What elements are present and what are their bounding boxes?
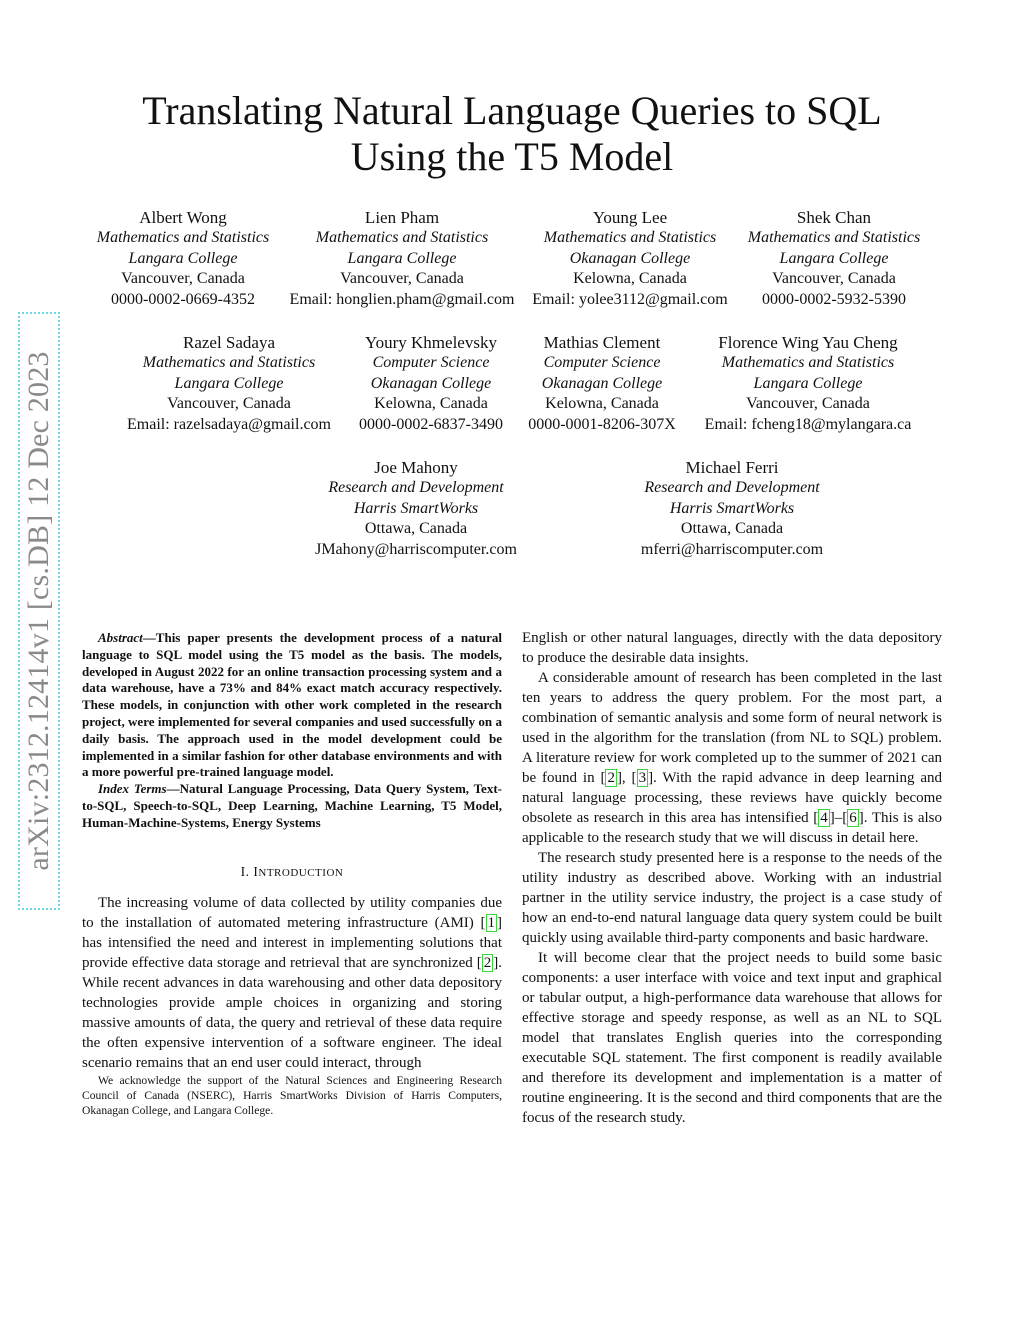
author-block: [641, 457, 823, 560]
author-department: Research and Development: [328, 479, 504, 496]
section-title-rest: NTRODUCTION: [258, 866, 344, 879]
intro-paragraph-1: The increasing volume of data collected by utility companies due to the installation of automated metering infrastructure (AMI) [ 1 ] has intensified the need and interest in implementing solutions that provide effective data storage and retrieval that are synchronized [ 2 ]. While recent advances in data warehousing and other data depository technologies provide ample choices in organizing and storing massive amounts of data, the query and retrieval of these data require the often expensive intervention of a software engineer. The ideal scenario remains that an end user could interact, through: [82, 894, 502, 1071]
index-terms-text: —Natural Language Processing, Data Query System, Text-to-SQL, Speech-to-SQL, Deep Learning, Machine Learning, T5 Model, Human-Machine-Systems, Energy Systems: [82, 781, 502, 830]
author-location: Kelowna, Canada: [545, 395, 659, 412]
author-department: Mathematics and Statistics: [721, 354, 895, 371]
author-contact: JMahony@harriscomputer.com: [315, 540, 517, 558]
author-location: Ottawa, Canada: [364, 520, 468, 537]
author-contact: Email: honglien.pham@gmail.com: [289, 290, 515, 308]
intro-paragraph-1-continued: English or other natural languages, directly with the data depository to produce the desirable data insights.: [522, 630, 942, 666]
author-organization: Langara College: [753, 374, 863, 392]
author-name: Young Lee: [592, 208, 668, 227]
author-contact: Email: yolee3112@gmail.com: [532, 290, 728, 308]
section-initial: I: [253, 863, 259, 879]
author-contact: Email: fcheng18@mylangara.ca: [704, 415, 912, 433]
author-block: [532, 207, 727, 310]
author-location: Ottawa, Canada: [680, 520, 784, 537]
author-block: [97, 207, 269, 310]
left-column: [82, 630, 502, 1118]
author-contact: mferri@harriscomputer.com: [640, 540, 824, 558]
abstract-text: —This paper presents the development process of a natural language to SQL model using the T5 model as the basis. The models, developed in August 2022 for an online transaction processing system and a data warehouse, have a 73% and 84% exact match accuracy respectively. These models, in conjunction with other work completed in the research project, were implemented for several companies and used successfully on a daily basis. The approach used in the model development could be implemented in a similar fashion for other database environments and with a more powerful pre-trained language model.: [82, 630, 502, 780]
author-block: [748, 207, 920, 310]
author-location: Vancouver, Canada: [167, 395, 291, 412]
author-contact: Email: razelsadaya@gmail.com: [127, 415, 331, 433]
author-organization: Okanagan College: [569, 249, 691, 267]
author-contact: 0000-0002-6837-3490: [359, 415, 503, 433]
citation-link[interactable]: 3: [638, 770, 647, 786]
title-line-2: Using the T5 Model: [350, 134, 674, 179]
author-location: Vancouver, Canada: [121, 270, 245, 287]
author-organization: Harris SmartWorks: [353, 499, 479, 517]
author-department: Mathematics and Statistics: [747, 229, 921, 246]
author-contact: 0000-0002-5932-5390: [762, 290, 906, 308]
arxiv-identifier-stamp: [18, 312, 60, 910]
author-organization: Langara College: [779, 249, 889, 267]
author-location: Vancouver, Canada: [772, 270, 896, 287]
author-name: Shek Chan: [796, 208, 872, 227]
title-line-1: Translating Natural Language Queries to SQL: [142, 88, 882, 133]
author-block: [290, 207, 515, 310]
index-terms: [82, 781, 502, 831]
author-department: Computer Science: [543, 354, 661, 371]
intro-paragraph-4: It will become clear that the project needs to build some basic components: a user interface with voice and text input and graphical or tabular output, a high-performance data warehouse that allows for effective storage and speedy response, as well as an NL to SQL model that translates English queries into the corresponding executable SQL statement. The first component is readily available and therefore its development and implementation is a matter of routine engineering. It is the second and third components that are the focus of the research study.: [522, 950, 942, 1126]
author-organization: Langara College: [174, 374, 284, 392]
author-department: Computer Science: [372, 354, 490, 371]
author-name: Razel Sadaya: [182, 333, 276, 352]
author-name: Albert Wong: [139, 208, 227, 227]
author-organization: Okanagan College: [541, 374, 663, 392]
section-heading-introduction: [82, 862, 502, 883]
author-location: Kelowna, Canada: [573, 270, 687, 287]
author-block: [705, 332, 912, 435]
author-contact: 0000-0002-0669-4352: [111, 290, 255, 308]
citation-link[interactable]: 4: [820, 810, 828, 826]
right-column: [522, 628, 942, 1128]
author-organization: Langara College: [347, 249, 457, 267]
author-name: Youry Khmelevsky: [365, 333, 497, 352]
author-name: Michael Ferri: [685, 458, 779, 477]
abstract-label: Abstract: [98, 630, 143, 645]
author-block: [127, 332, 331, 435]
author-location: Kelowna, Canada: [374, 395, 488, 412]
author-name: Joe Mahony: [374, 458, 458, 477]
author-name: Mathias Clement: [543, 333, 661, 352]
author-name: Lien Pham: [364, 208, 440, 227]
citation-link[interactable]: 6: [849, 810, 857, 826]
author-department: Mathematics and Statistics: [315, 229, 489, 246]
abstract: [82, 630, 502, 781]
author-block: [528, 332, 676, 435]
author-department: Research and Development: [644, 479, 820, 496]
author-department: Mathematics and Statistics: [142, 354, 316, 371]
author-location: Vancouver, Canada: [746, 395, 870, 412]
intro-paragraph-2: A considerable amount of research has been completed in the last ten years to address the query problem. For the most part, a combination of semantic analysis and some form of neural network is used in the algorithm for the translation (from NL to SQL) problem. A literature review for work completed up to the summer of 2021 can be found in [ 2 ], [ 3 ]. With the rapid advance in deep learning and natural language processing, these reviews have quickly become obsolete as research in this area has intensified [ 4 ]–[ 6 ]. This is also applicable to the research study that we will discuss in detail here.: [522, 670, 943, 846]
author-organization: Langara College: [128, 249, 238, 267]
intro-paragraph-3: The research study presented here is a response to the needs of the utility industry as described above. Working with an industrial partner in the utility service industry, the project is a case study of how an end-to-end natural language data query system could be built quickly using available third-party components and basic hardware.: [522, 850, 942, 946]
author-block: [359, 332, 503, 435]
author-contact: 0000-0001-8206-307X: [528, 415, 676, 433]
citation-link[interactable]: 2: [607, 770, 615, 786]
acknowledgement-footnote: We acknowledge the support of the Natural Sciences and Engineering Research Council of Canada (NSERC), Harris SmartWorks Division of Harris Computers, Okanagan College, and Langara College.: [82, 1073, 502, 1117]
author-block: [315, 457, 517, 560]
author-location: Vancouver, Canada: [340, 270, 464, 287]
author-organization: Harris SmartWorks: [669, 499, 795, 517]
author-name: Florence Wing Yau Cheng: [718, 333, 898, 352]
arxiv-identifier: arXiv:2312.12414v1 [cs.DB] 12 Dec 2023: [22, 351, 55, 871]
author-organization: Okanagan College: [370, 374, 492, 392]
citation-link[interactable]: 2: [483, 954, 492, 971]
paper-title: [0, 88, 1024, 180]
author-department: Mathematics and Statistics: [96, 229, 270, 246]
section-number: I.: [240, 863, 254, 879]
citation-link[interactable]: 1: [487, 914, 495, 931]
author-department: Mathematics and Statistics: [543, 229, 717, 246]
index-terms-label: Index Terms: [98, 781, 167, 797]
